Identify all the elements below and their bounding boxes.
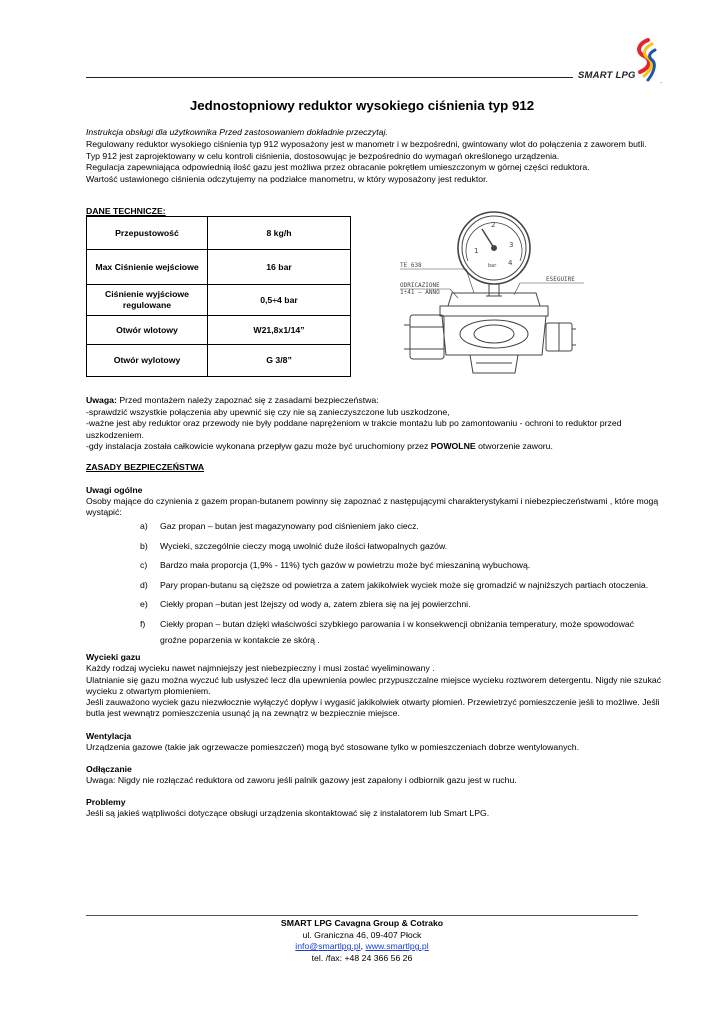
safety-rules-heading: ZASADY BEZPIECZEŃSTWA [86,462,205,472]
gauge-number: 1 [474,247,479,255]
website-link[interactable]: www.smartlpg.pl [365,941,429,952]
disconnect-text: Uwaga: Nigdy nie rozłączać reduktora od zaworu jeśli palnik gazowy jest zapalony i odbiornik gazu jest w ruchu. [86,775,517,786]
intro-italic: Instrukcja obsługi dla użytkownika Przed zastosowaniem dokładnie przeczytaj. [86,127,388,137]
warning-label: Uwaga: [86,395,117,405]
spec-value: W21,8x1/14” [208,316,351,345]
footer [0,918,724,964]
spec-name: Otwór wylotowy [87,345,208,377]
ventilation-heading: Wentylacja [86,731,132,741]
general-notes-text: Osoby mające do czynienia z gazem propan-butanem powinny się zapoznać z następującymi charakterystykami i niebezpieczeństwami , które mogą wystąpić: [86,496,659,518]
spec-value: G 3/8” [208,345,351,377]
list-item [86,596,656,613]
drawing-label-left: 1÷41 – ANNO [400,289,440,296]
spec-value: 16 bar [208,250,351,285]
disconnect-heading: Odłączanie [86,764,132,774]
footer-company: SMART LPG Cavagna Group & Cotrako [280,918,444,928]
list-text: Ciekły propan –butan jest lżejszy od wody a, zatem zbiera się na jej powierzchni. [160,599,471,609]
intro-line: Typ 912 jest zaprojektowany w celu kontroli ciśnienia, dostosowując je bezpośrednio do wymagań określonego urządzenia. [86,150,560,161]
document-title: Jednostopniowy reduktor wysokiego ciśnienia typ 912 [189,98,535,113]
general-notes-heading: Uwagi ogólne [86,485,143,495]
footer-address: ul. Graniczna 46, 09-407 Płock [302,929,422,940]
list-letter: c) [140,560,148,570]
list-item [86,518,656,535]
intro-line: Wartość ustawionego ciśnienia odczytujemy na podziałce manometru, w który wyposażony jest reduktor. [86,174,488,185]
list-letter: f) [140,618,146,629]
header-rule [86,77,573,78]
tech-data-table [86,216,351,377]
spec-value: 8 kg/h [208,217,351,250]
warning-line: -ważne jest aby reduktor oraz przewody nie były poddane naprężeniom w trakcie montażu lub po zamontowaniu - ochroni to reduktor przed uszkodzeniem. [86,418,622,440]
intro-line: Regulowany reduktor wysokiego ciśnienia typ 912 wyposażony jest w manometr i w bezpośredni, gwintowany wlot do połączenia z zaworem butli. [86,138,647,149]
list-item [86,538,656,555]
regulator-drawing [370,203,590,383]
table-row [87,345,351,377]
gauge-number: 4 [508,259,513,267]
intro-line: Regulacja zapewniająca odpowiednią ilość gazu jest możliwa przez obracanie pokrętłem umieszczonym w górnej części reduktora. [86,162,590,173]
gauge-unit: bar [488,263,497,269]
table-row [87,250,351,285]
disconnect-section [86,764,666,787]
spec-value: 0,5÷4 bar [208,285,351,316]
gauge-number: 2 [491,221,496,229]
ventilation-text: Urządzenia gazowe (takie jak ogrzewacze pomieszczeń) mogą być stosowane tylko w pomieszczeniach dobrze wentylowanych. [86,742,580,753]
list-item [86,577,656,594]
footer-rule [86,915,638,916]
list-text: Bardzo mała proporcja (1,9% - 11%) tych gazów w powietrzu może być mieszaniną wybuchową. [160,560,531,570]
list-letter: d) [140,579,148,590]
logo-dot: . [660,76,663,85]
problems-heading: Problemy [86,797,126,807]
warning-line: -sprawdzić wszystkie połączenia aby upewnić się czy nie są zanieczyszczone lub uszkodzone, [86,406,450,417]
intro-section [86,127,666,186]
drawing-label-left: ODRICAZIONE [400,282,440,289]
leaks-line: Każdy rodzaj wycieku nawet najmniejszy jest niebezpieczny i musi zostać wyeliminowany . [86,663,435,674]
list-text: Pary propan-butanu są cięższe od powietrza a zatem jakikolwiek wyciek może się gromadzić w najniższych partiach otoczenia. [160,579,649,590]
leaks-line: Jeśli zauważono wyciek gazu niezwłocznie wyłączyć dopływ i wygasić jakikolwiek otwarty płomień. Przewietrzyć pomieszczenie jeśli to możliwe. Jeśli butla jest wewnątrz pomieszczenia usunąć ją na zewnątrz w bezpiecznie miejsce. [86,697,660,719]
table-row [87,217,351,250]
hazards-list [86,518,656,649]
drawing-label-right: ESEGUIRE [546,276,575,283]
footer-separator: , [360,941,366,952]
warning-emphasis: POWOLNE [430,441,476,452]
list-text: Ciekły propan – butan dzięki właściwości szybkiego parowania i w konsekwencji obniżania temperatury, może spowodować groźne poparzenia w kontakcie ze skórą . [160,618,635,645]
warning-text: otworzenie zaworu. [475,441,553,452]
leaks-line: Ulatnianie się gazu można wyczuć lub usłyszeć lecz dla upewnienia powlec przypuszczalne miejsce wycieku roztworem detergentu. Nigdy nie szukać wycieku z otwartym płomieniem. [86,674,662,696]
logo-text: SMART LPG [578,70,636,81]
list-letter: e) [140,599,148,609]
email-link[interactable]: info@smartlpg.pl [295,941,361,952]
smart-lpg-logo-icon [630,38,660,82]
gauge-number: 3 [509,241,514,249]
list-text: Wycieki, szczególnie cieczy mogą uwolnić duże ilości łatwopalnych gazów. [160,540,448,551]
leaks-section [86,652,666,720]
ventilation-section [86,731,666,754]
problems-text: Jeśli są jakieś wątpliwości dotyczące obsługi urządzenia skontaktować się z instalatorem lub Smart LPG. [86,808,490,819]
list-letter: b) [140,540,148,551]
list-item [86,616,656,649]
spec-name: Przepustowość [87,217,208,250]
table-row [87,285,351,316]
warning-text: Przed montażem należy zapoznać się z zasadami bezpieczeństwa: [116,395,379,405]
warning-section [86,395,666,453]
warning-text: -gdy instalacja została całkowicie wykonana przepływ gazu może być uruchomiony przez [86,441,431,452]
list-letter: a) [140,521,148,531]
problems-section [86,797,666,820]
spec-name: Otwór wlotowy [87,316,208,345]
spec-name: Ciśnienie wyjściowe regulowane [87,285,208,316]
list-item [86,557,656,574]
tech-data-heading: DANE TECHNICZE: [86,206,166,216]
footer-links [0,941,724,953]
spec-name: Max Ciśnienie wejściowe [87,250,208,285]
footer-phone: tel. /fax: +48 24 366 56 26 [311,952,413,963]
drawing-label-left: TE 638 [400,262,422,269]
leaks-heading: Wycieki gazu [86,652,141,662]
list-text: Gaz propan – butan jest magazynowany pod ciśnieniem jako ciecz. [160,521,419,531]
table-row [87,316,351,345]
